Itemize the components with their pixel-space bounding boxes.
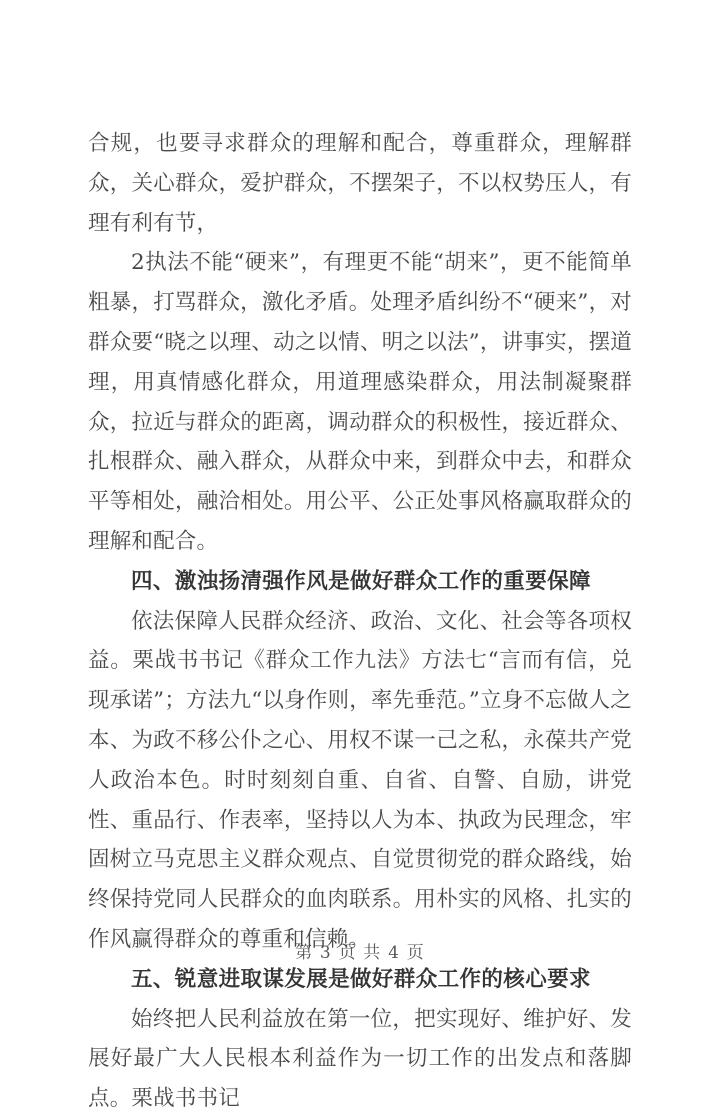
paragraph-section-four-body: 依法保障人民群众经济、政治、文化、社会等各项权益。栗战书书记《群众工作九法》方法七“言而有信，兑现承诺”；方法九“以身作则，率先垂范。”立身不忘做人之本、为政不移公仆之心、用权不谋一己之私，永葆共产党人政治本色。时时刻刻自重、自省、自警、自励，讲党性、重品行、作表率，坚持以人为本、执政为民理念，牢固树立马克思主义群众观点、自觉贯彻党的群众路线，始终保持党同人民群众的血肉联系。用朴实的风格、扎实的作风赢得群众的尊重和信赖。: [88, 608, 632, 952]
paragraph-section-five-body: 始终把人民利益放在第一位，把实现好、维护好、发展好最广大人民根本利益作为一切工作的出发点和落脚点。栗战书书记: [88, 1006, 632, 1112]
document-body: [88, 124, 632, 1119]
page-number-label: 第 3 页 共 4 页: [295, 943, 425, 963]
section-heading-five: 五、锐意进取谋发展是做好群众工作的核心要求: [131, 966, 591, 992]
section-heading-four: 四、激浊扬清强作风是做好群众工作的重要保障: [131, 568, 591, 594]
page-footer: [0, 938, 720, 963]
paragraph-continuation: 合规，也要寻求群众的理解和配合，尊重群众，理解群众，关心群众，爱护群众，不摆架子，不以权势压人，有理有利有节，: [88, 131, 632, 236]
paragraph-item-2: 2执法不能“硬来”，有理更不能“胡来”，更不能简单粗暴，打骂群众，激化矛盾。处理矛盾纠纷不“硬来”，对群众要“晓之以理、动之以情、明之以法”，讲事实，摆道理，用真情感化群众，用道理感染群众，用法制凝聚群众，拉近与群众的距离，调动群众的积极性，接近群众、扎根群众、融入群众，从群众中来，到群众中去，和群众平等相处，融洽相处。用公平、公正处事风格赢取群众的理解和配合。: [88, 250, 632, 554]
